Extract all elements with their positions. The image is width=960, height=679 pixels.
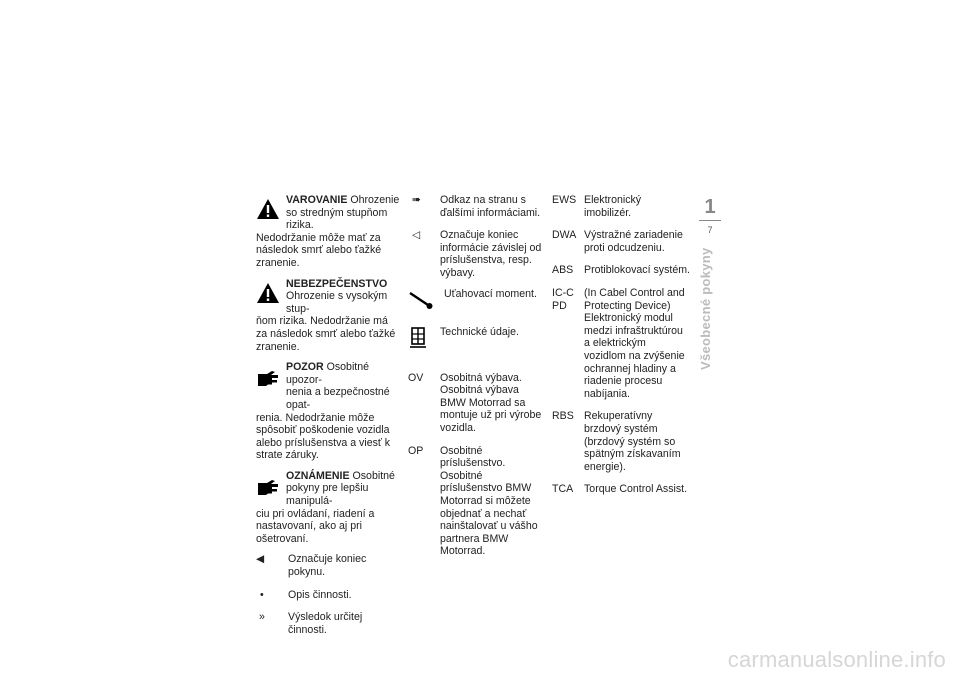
symbol-row-action: • Opis činnosti. [256,589,402,602]
chapter-divider [699,220,721,221]
warning-line2: so stredným stupňom rizika. [286,206,388,232]
triangle-left-icon: ◁ [412,229,421,242]
caution-line2: nenia a bezpečnostné opat- [286,386,390,411]
warning-text: Nedodržanie môže mať za následok smrť alebo ťažké zranenie. [256,231,382,269]
torque-wrench-icon [408,290,434,310]
symbol-row-result: » Výsledok určitej činnosti. [256,611,402,636]
end-instruction-icon: ◀ [256,553,265,566]
arrow-right-icon: ➠ [412,194,421,206]
abbr-rbs: RBS [552,410,574,423]
abbr-row-rbs: RBS Rekuperatívny brzdový systém (brzdový systém so spätným získavaním energie). [552,410,681,473]
symbol-row-accessory-end: ◁ Označuje koniec informácie závislej od príslušenstva, resp. výbavy. [408,229,546,279]
notice-line2: pokyny pre lepšiu manipulá- [286,482,369,508]
abbr-row-ews: EWS Elektronický imobilizér. [552,194,642,219]
symbol-row-page-reference: ➠ Odkaz na stranu s ďalšími informáciami. [408,194,546,219]
symbol-row-technical-data: Technické údaje. [408,326,546,350]
abbr-row-iccpd: IC-CPD (In Cabel Control and Protecting Device) Elektronický modul medzi infraštruktúrou a elektrickým vozidlom na zvýšenie ochrannej hladiny a riadenie procesu nabíjania. [552,286,685,400]
danger-line1: Ohrozenie s vysokým stup- [286,290,388,315]
symbol-row-torque: Uťahovací moment. [408,288,546,312]
chapter-number: 1 [704,196,716,218]
result-arrow-icon: » [259,611,265,624]
abbr-row-tca: TCA Torque Control Assist. [552,483,688,496]
abbr-abs: ABS [552,264,574,277]
danger-triangle-icon [256,282,280,304]
chapter-tab [698,196,722,235]
column-symbols [408,194,546,568]
symbol-row-special-equipment: OV Osobitná výbava. Osobitná výbava BMW Motorrad sa montuje už pri výrobe vozidla. [408,371,542,434]
bullet-icon: • [260,588,264,601]
hand-pointer-icon [256,474,280,496]
symbol-row-end-instruction: ◀ Označuje koniec pokynu. [256,553,367,579]
danger-text: ňom rizika. Nedodržanie má za následok smrť alebo ťažké zranenie. [256,315,396,353]
abbr-op: OP [408,444,424,457]
symbol-row-special-accessory: OP Osobitné príslušenstvo. Osobitné príslušenstvo BMW Motorrad si môžete objednať a nechať nainštalovať u vášho partnera BMW Motorrad. [408,444,538,558]
abbr-iccpd: IC-CPD [552,286,574,312]
notice-text: ciu pri ovládaní, riadení a nastavovaní, ako aj pri ošetrovaní. [256,507,375,545]
notice-line1: Osobitné [352,469,395,482]
page-number: 7 [707,225,713,235]
caution-line1: Osobitné upozor- [286,361,370,386]
caution-title: POZOR [286,361,324,374]
caution-text: renia. Nedodržanie môže spôsobiť poškodenie vozidla alebo príslušenstva a viesť k strate záruky. [256,411,391,462]
danger-note [256,278,402,354]
abbr-dwa: DWA [552,229,577,242]
warning-note [256,194,402,270]
chapter-label-text: Všeobecné pokyny [698,247,713,370]
abbr-ews: EWS [552,194,577,206]
abbr-ov: OV [408,371,424,384]
chapter-label [696,247,718,372]
technical-data-icon [408,326,428,350]
abbr-tca: TCA [552,483,574,496]
abbr-row-dwa: DWA Výstražné zariadenie proti odcudzeniu. [552,229,683,254]
abbr-row-abs: ABS Protiblokovací systém. [552,264,690,277]
column-safety-notes [256,194,402,646]
notice-title: OZNÁMENIE [286,469,350,482]
warning-triangle-icon [256,198,280,220]
notice-note [256,470,402,546]
hand-pointer-icon [256,365,280,387]
warning-line1: Ohrozenie [350,194,400,206]
danger-title: NEBEZPEČENSTVO [286,277,388,290]
watermark: carmanualsonline.info [727,647,946,672]
warning-title: VAROVANIE [286,194,348,206]
column-abbreviations [552,194,690,506]
caution-note [256,361,402,462]
